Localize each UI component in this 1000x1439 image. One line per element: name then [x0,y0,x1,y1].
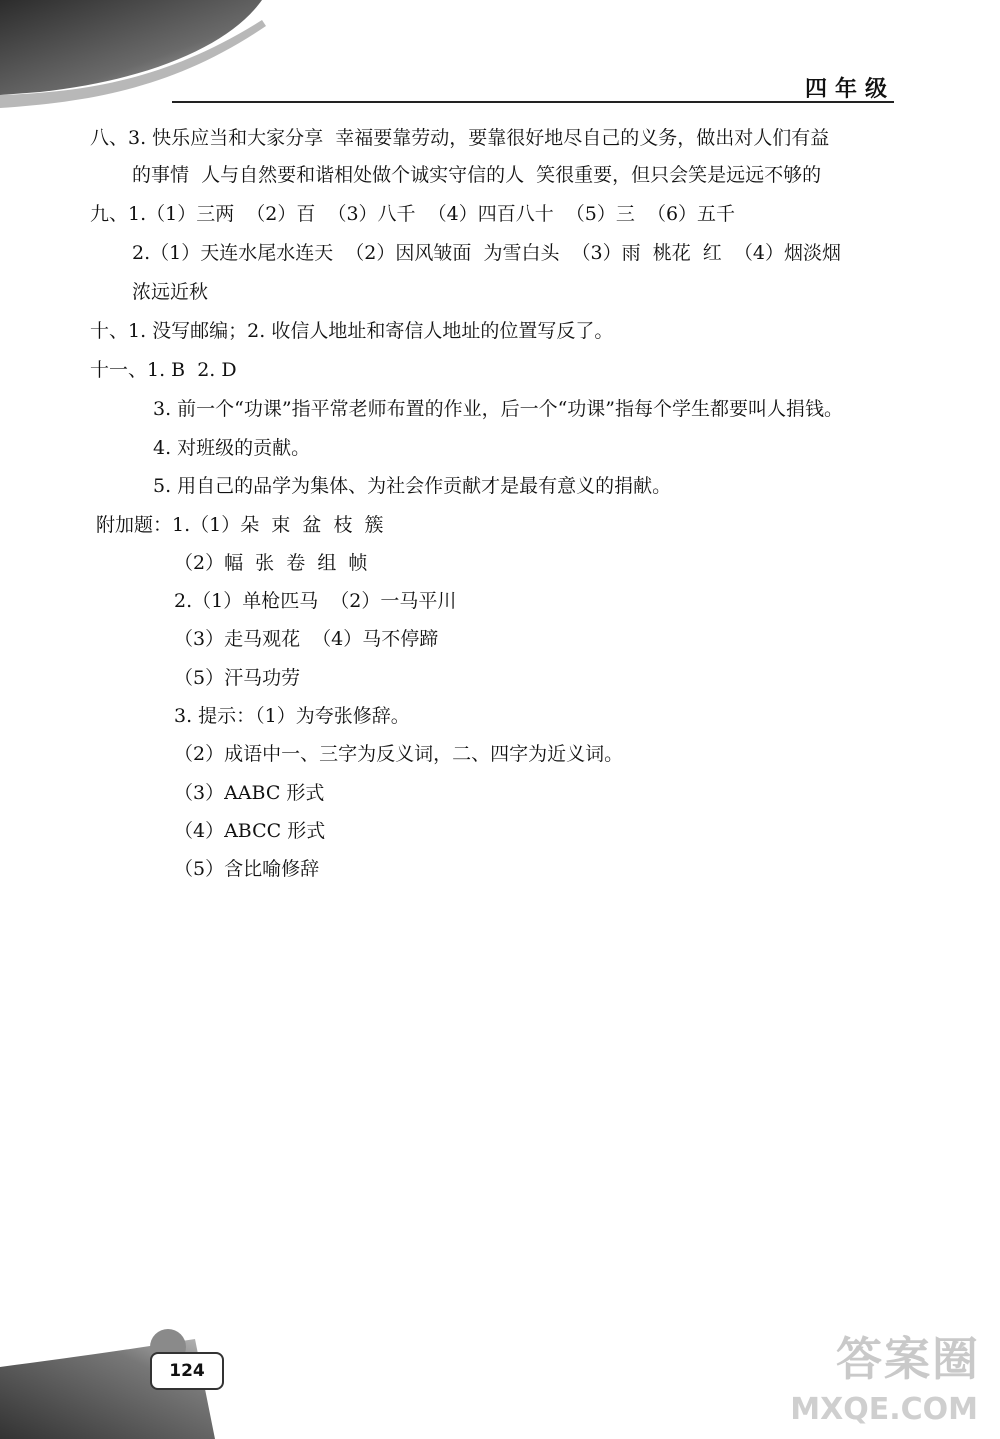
answer-line: 2.（1）天连水尾水连天 （2）因风皱面 为雪白头 （3）雨 桃花 红 （4）烟淡烟 [132,242,841,264]
answer-line: （3）走马观花 （4）马不停蹄 [174,628,439,650]
corner-decoration-top [0,0,270,115]
answer-line: 浓远近秋 [132,281,209,303]
answer-line: 九、1.（1）三两 （2）百 （3）八千 （4）四百八十 （5）三 （6）五千 [90,203,736,225]
answer-line: （2）成语中一、三字为反义词，二、四字为近义词。 [174,743,624,765]
answer-line: （2）幅 张 卷 组 帧 [174,552,368,574]
answer-line: （5）汗马功劳 [174,667,301,689]
answer-line: 5. 用自己的品学为集体、为社会作贡献才是最有意义的捐献。 [153,475,672,497]
header-divider [172,101,894,103]
answer-line: 十、1. 没写邮编；2. 收信人地址和寄信人地址的位置写反了。 [90,320,614,342]
answer-line: 3. 前一个“功课”指平常老师布置的作业，后一个“功课”指每个学生都要叫人捐钱。 [153,398,844,420]
answer-line: 4. 对班级的贡献。 [153,437,311,459]
answer-line: 3. 提示：（1）为夸张修辞。 [174,705,410,727]
answer-line: 八、3. 快乐应当和大家分享 幸福要靠劳动，要靠很好地尽自己的义务，做出对人们有益 [90,127,830,149]
page-number: 124 [150,1352,224,1390]
grade-header: 四年级 [805,77,896,102]
answer-line: （5）含比喻修辞 [174,858,320,880]
answer-line: （3）AABC 形式 [174,782,325,804]
watermark-url: MXQE.COM [790,1392,978,1427]
watermark-title: 答案圈 [836,1332,980,1386]
answer-line: （4）ABCC 形式 [174,820,326,842]
answer-line: 的事情 人与自然要和谐相处做个诚实守信的人 笑很重要，但只会笑是远远不够的 [132,164,822,186]
answer-line: 十一、1. B 2. D [90,359,237,381]
answer-line: 附加题：1.（1）朵 束 盆 枝 簇 [96,514,384,536]
answer-line: 2.（1）单枪匹马 （2）一马平川 [174,590,457,612]
